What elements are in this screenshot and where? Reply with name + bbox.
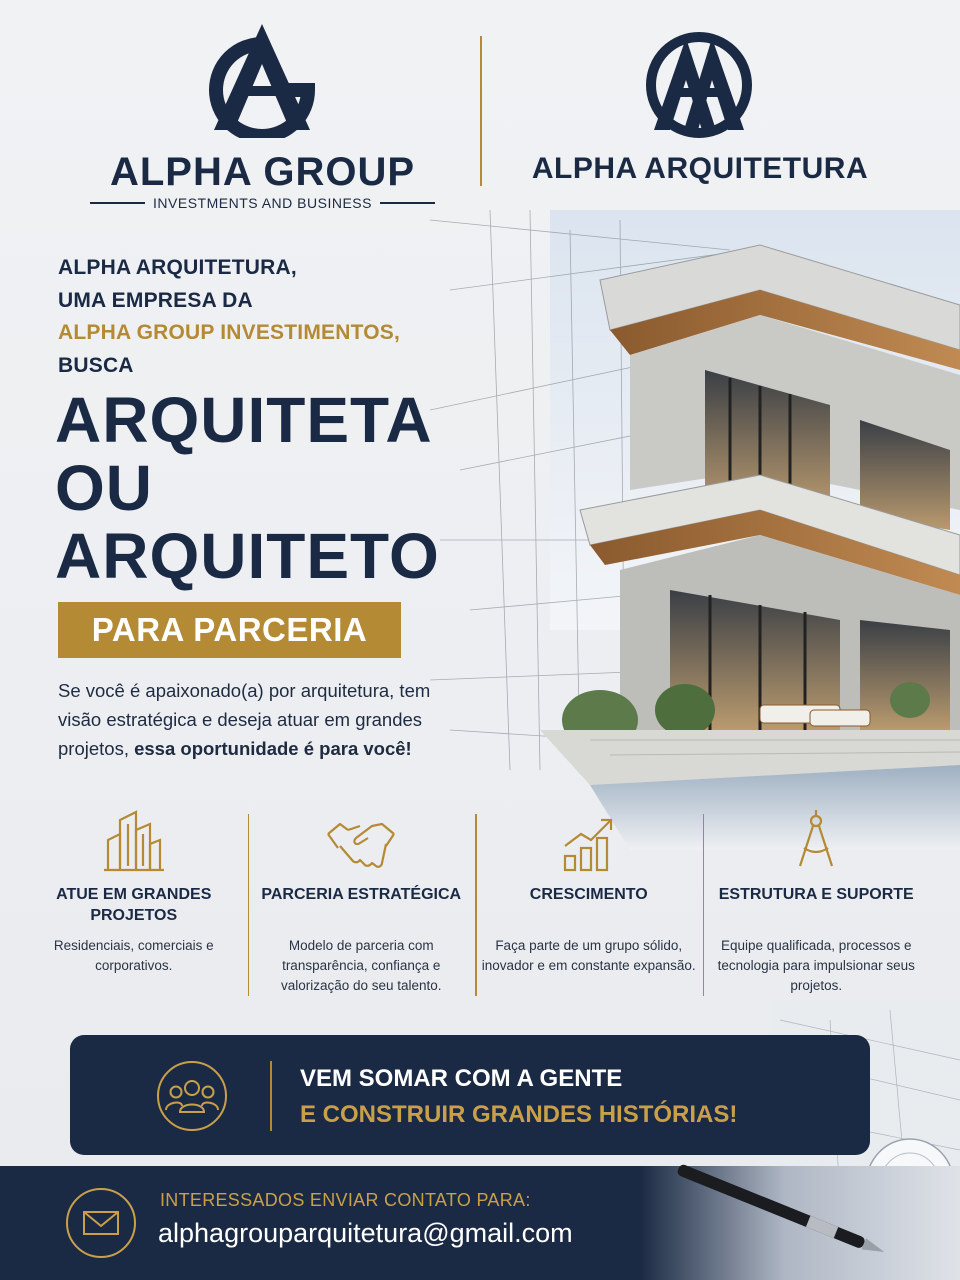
intro-line-1: ALPHA ARQUITETURA,: [58, 256, 297, 279]
feature-title: CRESCIMENTO: [529, 886, 648, 903]
partnership-badge: PARA PARCERIA: [58, 602, 401, 658]
cta-banner: [70, 1035, 870, 1155]
cta-line-1: VEM SOMAR COM A GENTE: [300, 1065, 623, 1092]
growth-chart-icon: [561, 816, 617, 872]
alpha-group-tagline: INVESTMENTS AND BUSINESS: [153, 195, 372, 211]
cta-divider: [270, 1061, 272, 1131]
feature-desc: Faça parte de um grupo sólido, inovador e em constante expansão.: [481, 938, 696, 973]
alpha-arquitetura-logo: [520, 30, 880, 190]
tagline-rule-left: [90, 202, 145, 204]
pen-icon: [660, 1156, 900, 1266]
cta-line-2: E CONSTRUIR GRANDES HISTÓRIAS!: [300, 1101, 738, 1128]
features-row: [20, 806, 930, 1001]
feature-desc: Residenciais, comerciais e corporativos.: [53, 938, 214, 973]
intro-line-2: UMA EMPRESA DA: [58, 288, 253, 312]
alpha-group-brand: ALPHA GROUP: [109, 150, 416, 194]
mail-icon: [64, 1186, 138, 1260]
feature-title: ESTRUTURA E SUPORTE: [718, 886, 914, 903]
feature-item: [703, 806, 931, 1001]
ag-monogram-icon: [200, 18, 325, 138]
headline-line-1: ARQUITETA: [55, 384, 433, 456]
feature-title: PARCERIA ESTRATÉGICA: [261, 886, 462, 903]
intro-line-3: ALPHA GROUP INVESTIMENTOS,: [58, 321, 401, 344]
headline-line-2: OU: [55, 452, 153, 524]
feature-desc: Equipe qualificada, processos e tecnologia para impulsionar seus projetos.: [717, 938, 915, 993]
feature-item: [20, 806, 248, 1001]
header-divider: [480, 36, 482, 186]
lead-text: Se você é apaixonado(a) por arquitetura, tem visão estratégica e deseja atuar em grandes projetos,: [58, 680, 431, 759]
contact-label: INTERESSADOS ENVIAR CONTATO PARA:: [160, 1190, 531, 1210]
feature-title: ATUE EM GRANDES PROJETOS: [56, 886, 212, 924]
headline: [55, 386, 495, 590]
feature-desc: Modelo de parceria com transparência, confiança e valorização do seu talento.: [280, 938, 442, 993]
buildings-icon: [104, 810, 164, 872]
headline-line-3: ARQUITETO: [55, 520, 440, 592]
lead-paragraph: [58, 676, 458, 763]
lead-bold: essa oportunidade é para você!: [134, 738, 412, 759]
contact-email-link[interactable]: alphagrouparquitetura@gmail.com: [158, 1218, 573, 1248]
feature-item: [248, 806, 476, 1001]
intro-block: [58, 252, 478, 382]
contact-footer: [0, 1166, 960, 1280]
tagline-rule-right: [380, 202, 435, 204]
handshake-icon: [326, 816, 396, 872]
aa-monogram-icon: [642, 30, 757, 140]
team-icon: [146, 1060, 238, 1132]
alpha-group-logo: [90, 18, 435, 211]
alpha-arquitetura-brand: ALPHA ARQUITETURA: [531, 152, 869, 185]
intro-line-4: BUSCA: [58, 353, 134, 377]
compass-icon: [794, 808, 838, 872]
feature-item: [475, 806, 703, 1001]
hero-building-illustration: [430, 210, 960, 850]
